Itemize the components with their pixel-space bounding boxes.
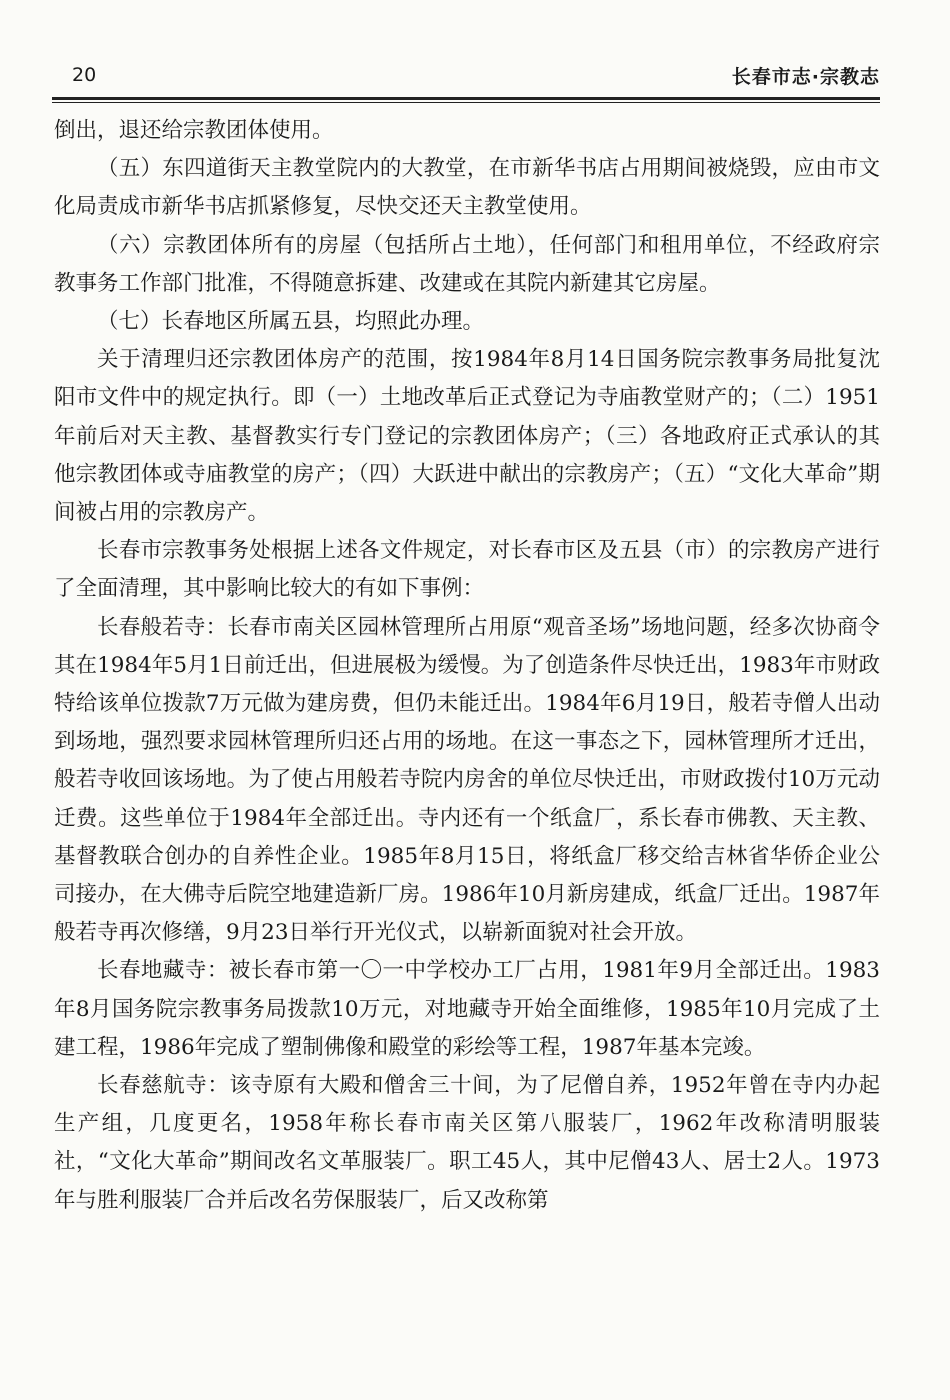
paragraph: 关于清理归还宗教团体房产的范围，按1984年8月14日国务院宗教事务局批复沈阳市文件中的规定执行。即（一）土地改革后正式登记为寺庙教堂财产的；（二）1951年前后对天主教、基督教实行专门登记的宗教团体房产；（三）各地政府正式承认的其他宗教团体或寺庙教堂的房产；（四）大跃进中献出的宗教房产；（五）“文化大革命”期间被占用的宗教房产。 — [54, 347, 880, 526]
running-title: 长春市志·宗教志 — [731, 66, 880, 88]
paragraph: 长春般若寺：长春市南关区园林管理所占用原“观音圣场”场地问题，经多次协商令其在1984年5月1日前迁出，但进展极为缓慢。为了创造条件尽快迁出，1983年市财政特给该单位拨款7万元做为建房费，但仍未能迁出。1984年6月19日，般若寺僧人出动到场地，强烈要求园林管理所归还占用的场地。在这一事态之下，园林管理所才迁出，般若寺收回该场地。为了使占用般若寺院内房舍的单位尽快迁出，市财政拨付10万元动迁费。这些单位于1984年全部迁出。寺内还有一个纸盒厂，系长春市佛教、天主教、基督教联合创办的自养性企业。1985年8月15日，将纸盒厂移交给吉林省华侨企业公司接办，在大佛寺后院空地建造新厂房。1986年10月新房建成，纸盒厂迁出。1987年般若寺再次修缮，9月23日举行开光仪式，以崭新面貌对社会开放。 — [54, 614, 880, 946]
header-rule-thick — [52, 97, 880, 100]
paragraph: （五）东四道街天主教堂院内的大教堂，在市新华书店占用期间被烧毁，应由市文化局责成市新华书店抓紧修复，尽快交还天主教堂使用。 — [54, 156, 880, 220]
paragraph-continued: 倒出，退还给宗教团体使用。 — [54, 118, 334, 143]
page-number: 20 — [72, 64, 97, 86]
paragraph: （六）宗教团体所有的房屋（包括所占土地），任何部门和租用单位，不经政府宗教事务工作部门批准，不得随意拆建、改建或在其院内新建其它房屋。 — [54, 232, 880, 296]
header-rule-thin — [52, 102, 880, 103]
body-text — [54, 112, 880, 1220]
page-header — [52, 62, 880, 92]
paragraph: 长春市宗教事务处根据上述各文件规定，对长春市区及五县（市）的宗教房产进行了全面清理，其中影响比较大的有如下事例： — [54, 538, 880, 602]
paragraph: （七）长春地区所属五县，均照此办理。 — [97, 309, 485, 335]
paragraph: 长春慈航寺：该寺原有大殿和僧舍三十间，为了尼僧自养，1952年曾在寺内办起生产组，几度更名，1958年称长春市南关区第八服装厂，1962年改称清明服装社，“文化大革命”期间改名文革服装厂。职工45人，其中尼僧43人、居士2人。1973年与胜利服装厂合并后改名劳保服装厂，后又改称第 — [54, 1073, 880, 1213]
paragraph: 长春地藏寺：被长春市第一〇一中学校办工厂占用，1981年9月全部迁出。1983年8月国务院宗教事务局拨款10万元，对地藏寺开始全面维修，1985年10月完成了土建工程，1986年完成了塑制佛像和殿堂的彩绘等工程，1987年基本完竣。 — [54, 958, 880, 1060]
